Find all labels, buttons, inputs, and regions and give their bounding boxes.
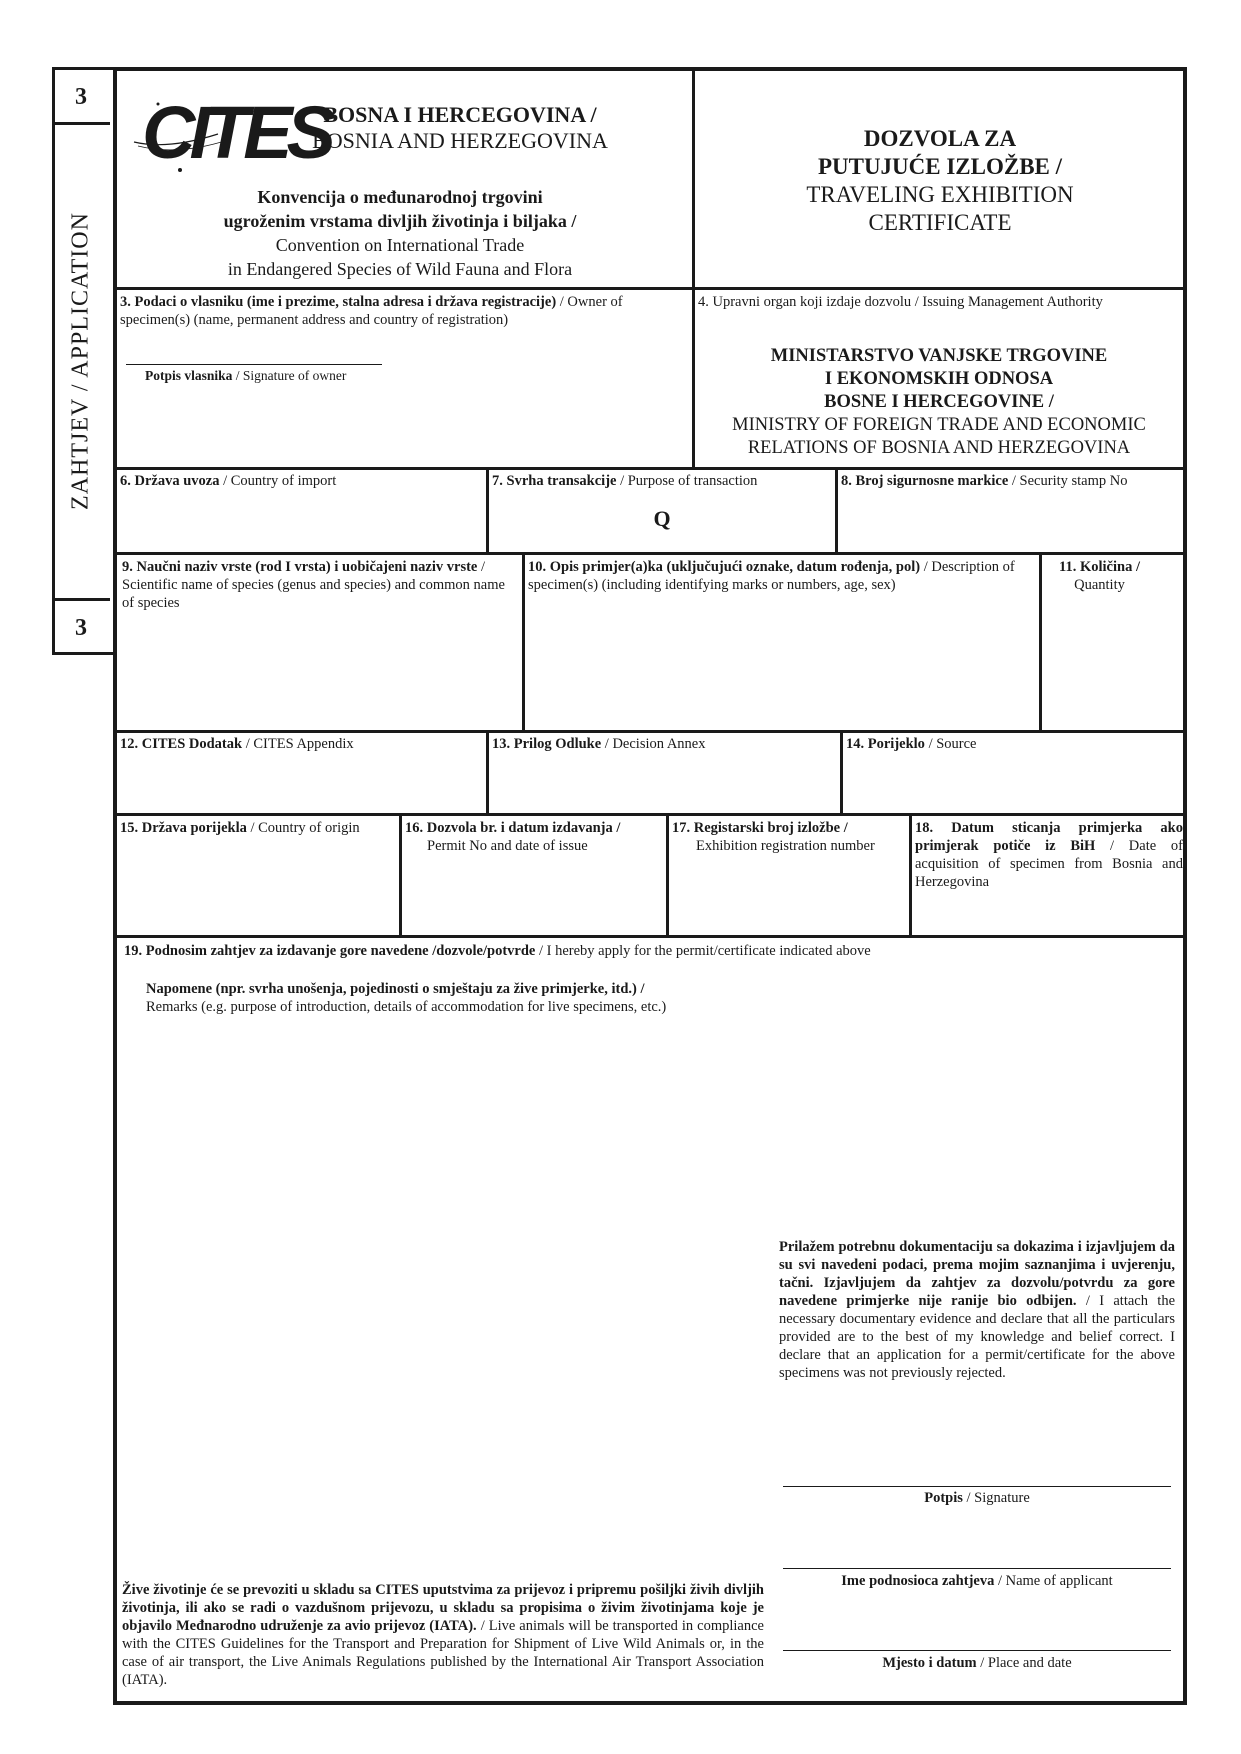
divider: [909, 813, 912, 937]
divider: [399, 813, 402, 937]
divider: [692, 70, 695, 467]
divider: [840, 730, 843, 813]
authority-name-local-3: BOSNE I HERCEGOVINE /: [824, 392, 1054, 412]
document-title-en-2: CERTIFICATE: [868, 210, 1012, 235]
convention-local-2: ugroženim vrstama divljih životinja i biljaka /: [223, 211, 577, 231]
acquisition-date-field[interactable]: 18. Datum sticanja primjerka ako primjerak potiče iz BiH / Date of acquisition of specimen from Bosnia and Herzegovina: [915, 820, 1183, 890]
divider: [666, 813, 669, 937]
applicant-name-label: Ime podnosioca zahtjeva / Name of applicant: [841, 1573, 1113, 1589]
signature-label: Potpis / Signature: [924, 1490, 1030, 1506]
divider: [116, 935, 1184, 938]
security-stamp-field[interactable]: 8. Broj sigurnosne markice / Security stamp No: [841, 473, 1128, 489]
country-name-en: BOSNIA AND HERZEGOVINA: [312, 128, 608, 153]
appendix-field[interactable]: 12. CITES Dodatak / CITES Appendix: [120, 736, 354, 752]
description-field[interactable]: 10. Opis primjer(a)ka (uključujući oznake, datum rođenja, pol) / Description of specimen(s) (including identifying marks or numbers, age, sex): [528, 559, 1015, 593]
declaration-text: Prilažem potrebnu dokumentaciju sa dokazima i izjavljujem da su svi navedeni podaci, prema mojim saznanjima i uvjerenju, tačni. Izjavljujem da zahtjev za dozvolu/potvrdu za gore navedene primjerke nije ranije bio odbijen. / I attach the necessary documentary evidence and declare that all the particulars provided are to the best of my knowledge and belief correct. I declare that an application for a permit/certificate for the above specimens was not previously rejected.: [779, 1239, 1176, 1381]
owner-field-label: 3. Podaci o vlasniku (ime i prezime, stalna adresa i država registracije) / Owner of specimen(s) (name, permanent address and country of registration): [120, 294, 623, 328]
document-title-en-1: TRAVELING EXHIBITION: [806, 182, 1074, 207]
authority-name-en-1: MINISTRY OF FOREIGN TRADE AND ECONOMIC: [732, 415, 1146, 435]
divider: [116, 467, 1184, 470]
divider: [116, 813, 1184, 816]
authority-name-local-2: I EKONOMSKIH ODNOSA: [824, 369, 1054, 389]
svg-text:CITES: CITES: [142, 91, 330, 174]
document-title-local-1: DOZVOLA ZA: [863, 126, 1017, 151]
divider: [486, 730, 489, 813]
source-field[interactable]: 14. Porijeklo / Source: [846, 736, 977, 752]
remarks-field[interactable]: Napomene (npr. svrha unošenja, pojedinosti o smještaju za žive primjerke, itd.) / Remarks (e.g. purpose of introduction, details of accommodation for live specimens, etc.): [146, 981, 667, 1015]
exhibition-registration-field[interactable]: 17. Registarski broj izložbe / Exhibition registration number: [672, 820, 875, 854]
live-animals-note: Žive životinje će se prevoziti u skladu sa CITES uputstvima za prijevoz i pripremu pošiljki živih divljih životinja, ili ako se radi o vazdušnom prijevozu, u skladu sa propisima o živim životinjama koje je objavilo Međnarodno udruženje za avio prijevoz (IATA). / Live animals will be transported in compliance with the CITES Guidelines for the Transport and Preparation for Shipment of Live Wild Animals or, in the case of air transport, the Live Animals Regulations published by the International Air Transport Association (IATA).: [122, 1582, 764, 1688]
form-number-bottom: 3: [52, 598, 110, 653]
divider: [116, 552, 1184, 555]
decision-annex-field[interactable]: 13. Prilog Odluke / Decision Annex: [492, 736, 706, 752]
cites-logo: [128, 84, 330, 176]
purpose-field[interactable]: 7. Svrha transakcije / Purpose of transaction: [492, 473, 758, 489]
authority-field-label: 4. Upravni organ koji izdaje dozvolu / Issuing Management Authority: [698, 294, 1103, 310]
authority-name-local-1: MINISTARSTVO VANJSKE TRGOVINE: [770, 346, 1108, 366]
place-date-label: Mjesto i datum / Place and date: [882, 1655, 1072, 1671]
owner-signature-line[interactable]: [126, 364, 382, 365]
country-name-local: BOSNA I HERCEGOVINA /: [323, 102, 597, 127]
import-country-field[interactable]: 6. Država uvoza / Country of import: [120, 473, 337, 489]
scientific-name-field[interactable]: 9. Naučni naziv vrste (rod I vrsta) i uobičajeni naziv vrste / Scientific name of species (genus and species) and common name of species: [122, 559, 505, 611]
divider: [522, 552, 525, 730]
origin-country-field[interactable]: 15. Država porijekla / Country of origin: [120, 820, 360, 836]
applicant-name-line[interactable]: [783, 1568, 1171, 1569]
signature-line[interactable]: [783, 1486, 1171, 1487]
convention-en-2: in Endangered Species of Wild Fauna and Flora: [227, 259, 573, 279]
authority-name-en-2: RELATIONS OF BOSNIA AND HERZEGOVINA: [747, 438, 1131, 458]
place-date-line[interactable]: [783, 1650, 1171, 1651]
owner-signature-label: Potpis vlasnika / Signature of owner: [145, 368, 347, 383]
quantity-field[interactable]: 11. Količina / Quantity: [1059, 559, 1140, 593]
divider: [116, 730, 1184, 733]
permit-number-field[interactable]: 16. Dozvola br. i datum izdavanja / Permit No and date of issue: [405, 820, 621, 854]
divider: [116, 287, 1184, 290]
form-number-top: 3: [52, 70, 110, 125]
convention-local-1: Konvencija o međunarodnoj trgovini: [257, 187, 543, 207]
purpose-value: Q: [653, 506, 671, 531]
application-statement: 19. Podnosim zahtjev za izdavanje gore navedene /dozvole/potvrde / I hereby apply for the permit/certificate indicated above: [124, 943, 871, 959]
document-title-local-2: PUTUJUĆE IZLOŽBE /: [817, 154, 1063, 179]
divider: [835, 467, 838, 552]
convention-en-1: Convention on International Trade: [275, 235, 525, 255]
sidebar-label: ZAHTJEV / APPLICATION: [67, 212, 94, 510]
